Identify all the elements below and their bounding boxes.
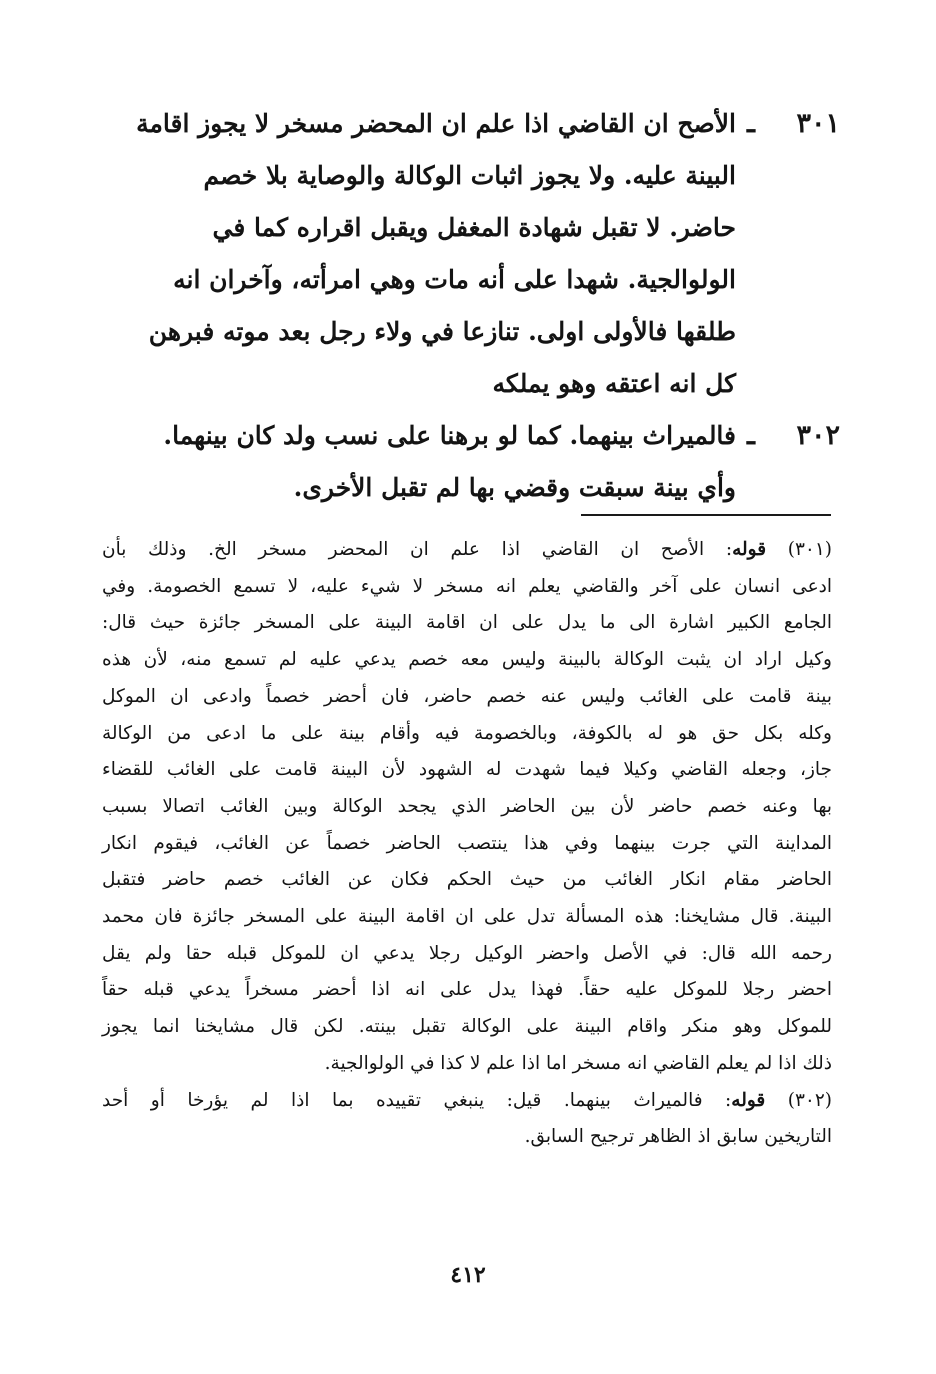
footnote-line: البينة. قال مشايخنا: هذه المسألة تدل على ان اقامة البينة على المسخر جائزة فان محمد xyxy=(102,906,832,928)
footnote-line: جاز، وجعله القاضي وكيلا فيما شهدت له الشهود لأن البينة قامت على الغائب للقضاء xyxy=(102,759,832,781)
entry-body xyxy=(100,410,736,514)
footnote-line: بها وعنه خصم حاضر لأن بين الحاضر الذي يجحد الوكالة وبين الغائب اتصالا بسبب xyxy=(102,795,832,817)
entry-302 xyxy=(100,410,840,514)
footnote-line: وكله بكل حق هو له بالكوفة، وبالخصومة فيه وأقام بينة على ما ادعى من الوكالة xyxy=(102,722,832,744)
footnote-line: الجامع الكبير اشارة الى ما يدل على ان اقامة البينة على المسخر جائزة حيث قال: xyxy=(102,612,832,634)
footnote-keyword: قوله xyxy=(731,1089,766,1111)
footnote-line: احضر رجلا للموكل عليه حقاً. فهذا يدل على انه اذا أحضر مسخراً يدعي قبله حقاً xyxy=(102,979,832,1001)
footnote-text: : الأصح ان القاضي اذا علم ان المحضر مسخر الخ. وذلك بأن xyxy=(102,539,733,560)
footnote-line: التاريخين سابق اذ الظاهر ترجيح السابق. xyxy=(524,1126,832,1148)
footnote-line: للموكل وهو منكر واقام البينة على الوكالة تقبل بينته. لكن قال مشايخنا انما يجوز xyxy=(102,1016,832,1038)
entry-301 xyxy=(100,98,840,410)
entry-dash: ـ xyxy=(747,420,755,451)
entry-number: ٣٠١ xyxy=(796,108,840,139)
entry-line: وأي بينة سبقت وقضي بها لم تقبل الأخرى. xyxy=(293,473,736,502)
footnotes xyxy=(102,532,832,1156)
entry-line: الأصح ان القاضي اذا علم ان المحضر مسخر لا يجوز اقامة xyxy=(136,109,736,138)
footnote-ref: (٣٠١) xyxy=(787,539,832,560)
page-number: ٤١٢ xyxy=(450,1262,486,1288)
footnote-separator xyxy=(581,514,831,516)
entry-body xyxy=(96,98,736,410)
footnote-line: المداينة التي جرت بينهما وفي هذا ينتصب الحاضر خصماً عن الغائب، فيقوم انكار xyxy=(102,832,832,854)
footnote-301-first-line xyxy=(102,532,832,569)
entry-line: البينة عليه. ولا يجوز اثبات الوكالة والوصاية بلا خصم xyxy=(203,161,736,190)
entry-line: الولوالجية. شهدا على أنه مات وهي امرأته، وآخران انه xyxy=(173,265,736,294)
footnote-line: رحمه الله قال: في الأصل واحضر الوكيل رجلا يدعي ان للموكل قبله حقا ولم يقل xyxy=(102,942,832,964)
footnote-line: ادعى انسان على آخر والقاضي يعلم انه مسخر لا شيء عليه، لا تسمع الخصومة. وفي xyxy=(102,575,832,597)
entry-line: كل انه اعتقه وهو يملكه xyxy=(492,369,736,398)
footnote-keyword: قوله xyxy=(732,539,767,560)
footnote-text: : فالميراث بينهما. قيل: ينبغي تقييده بما اذا لم يؤرخا أو أحد xyxy=(102,1089,732,1111)
footnote-302-first-line xyxy=(102,1083,832,1120)
entry-line: طلقها فالأولى اولى. تنازعا في ولاء رجل بعد موته فبرهن xyxy=(148,317,736,346)
footnote-line: وكيل اراد ان يثبت الوكالة بالبينة وليس معه خصم يدعي عليه لم تسمع منه، لأن هذه xyxy=(102,649,832,671)
footnote-ref: (٣٠٢) xyxy=(787,1089,832,1111)
main-text xyxy=(100,98,840,514)
entry-line: حاضر. لا تقبل شهادة المغفل ويقبل اقراره كما في xyxy=(212,213,736,242)
footnote-line: الحاضر مقام انكار الغائب من حيث الحكم فكان عن الغائب خصم حاضر فتقبل xyxy=(102,869,832,891)
entry-dash: ـ xyxy=(747,108,755,139)
entry-number: ٣٠٢ xyxy=(796,420,840,451)
footnote-line: ذلك اذا لم يعلم القاضي انه مسخر اما اذا علم لا كذا في الولوالجية. xyxy=(324,1052,832,1074)
footnote-line: بينة قامت على الغائب وليس عنه خصم حاضر، فان أحضر خصماً وادعى ان الموكل xyxy=(102,685,832,707)
entry-line: فالميراث بينهما. كما لو برهنا على نسب ولد كان بينهما. xyxy=(163,421,736,450)
